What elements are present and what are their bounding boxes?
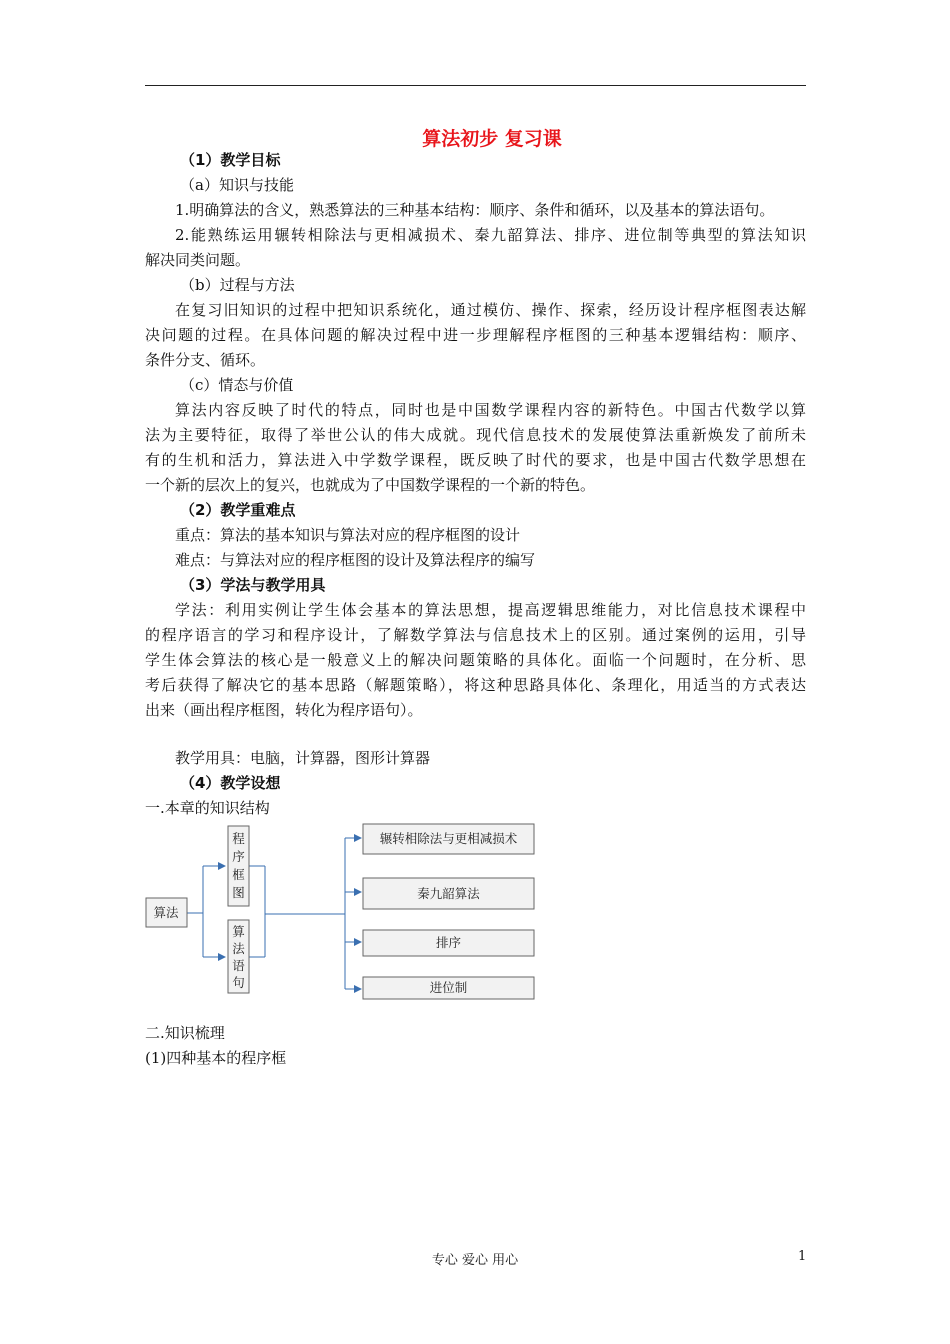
paragraph-line: 一个新的层次上的复兴，也就成为了中国数学课程的一个新的特色。 [145, 476, 596, 494]
paragraph-line: 在复习旧知识的过程中把知识系统化，通过模仿、操作、探索，经历设计程序框图表达解 [175, 301, 806, 319]
root-node [146, 898, 187, 927]
paragraph-line: 学生体会算法的核心是一般意义上的解决问题策略的具体化。面临一个问题时，在分析、思 [145, 651, 806, 669]
node-char: 语 [232, 958, 245, 973]
paragraph-line: 解决同类问题。 [145, 251, 251, 269]
page-title: 算法初步 复习课 [422, 128, 562, 150]
root-label: 算法 [153, 905, 179, 920]
paragraph-line: 1.明确算法的含义，熟悉算法的三种基本结构：顺序、条件和循环，以及基本的算法语句。 [175, 201, 775, 219]
subsection-heading: （b）过程与方法 [180, 276, 295, 294]
node-char: 算 [232, 924, 245, 939]
section-heading: 二.知识梳理 [145, 1024, 225, 1042]
paragraph-line: 教学用具：电脑，计算器，图形计算器 [175, 749, 431, 767]
paragraph-line: 有的生机和活力，算法进入中学数学课程，既反映了时代的要求，也是中国古代数学思想在 [145, 451, 806, 469]
node-char: 句 [232, 975, 245, 990]
flowchart-node [228, 826, 249, 906]
paragraph-line: 算法内容反映了时代的特点，同时也是中国数学课程内容的新特色。中国古代数学以算 [175, 401, 806, 419]
node-char: 序 [232, 849, 245, 864]
node-char: 图 [232, 885, 245, 900]
footer-motto: 专心 爱心 用心 [431, 1253, 519, 1268]
subsection-heading: （a）知识与技能 [180, 176, 294, 194]
page-number: 1 [798, 1249, 807, 1264]
paragraph-line: 决问题的过程。在具体问题的解决过程中进一步理解程序框图的三种基本逻辑结构：顺序、 [145, 326, 806, 344]
right-node [363, 977, 534, 999]
section-heading: （1）教学目标 [180, 151, 281, 169]
node-char: 法 [232, 941, 245, 956]
paragraph-line: 难点：与算法对应的程序框图的设计及算法程序的编写 [175, 551, 536, 569]
right-node-label: 进位制 [429, 980, 468, 995]
paragraph-line: 重点：算法的基本知识与算法对应的程序框图的设计 [175, 526, 521, 544]
section-heading: （2）教学重难点 [180, 501, 296, 519]
paragraph-line: 2.能熟练运用辗转相除法与更相减损术、秦九韶算法、排序、进位制等典型的算法知识 [175, 226, 806, 244]
paragraph-line: 条件分支、循环。 [145, 351, 266, 369]
section-heading: （4）教学设想 [180, 774, 281, 792]
paragraph-line: 出来（画出程序框图，转化为程序语句）。 [145, 701, 423, 719]
paragraph-line: (1)四种基本的程序框 [145, 1049, 287, 1067]
paragraph-line: 的程序语言的学习和程序设计，了解数学算法与信息技术上的区别。通过案例的运用，引导 [145, 626, 806, 644]
right-node [363, 824, 534, 854]
paragraph-line: 法为主要特征，取得了举世公认的伟大成就。现代信息技术的发展使算法重新焕发了前所未 [145, 426, 806, 444]
subsection-heading: （c）情态与价值 [180, 376, 294, 394]
right-node-label: 秦九韶算法 [417, 886, 480, 901]
paragraph-line: 考后获得了解决它的基本思路（解题策略），将这种思路具体化、条理化，用适当的方式表达 [145, 676, 806, 694]
right-node [363, 930, 534, 956]
right-node [363, 878, 534, 909]
right-node-label: 辗转相除法与更相减损术 [379, 831, 518, 846]
section-heading: （3）学法与教学用具 [180, 576, 326, 594]
node-char: 框 [232, 867, 245, 882]
node-char: 程 [232, 831, 245, 846]
paragraph-line: 学法：利用实例让学生体会基本的算法思想，提高逻辑思维能力，对比信息技术课程中 [175, 601, 806, 619]
paragraph-line: 一.本章的知识结构 [145, 799, 270, 817]
statement-node [228, 920, 249, 993]
right-node-label: 排序 [435, 935, 462, 950]
